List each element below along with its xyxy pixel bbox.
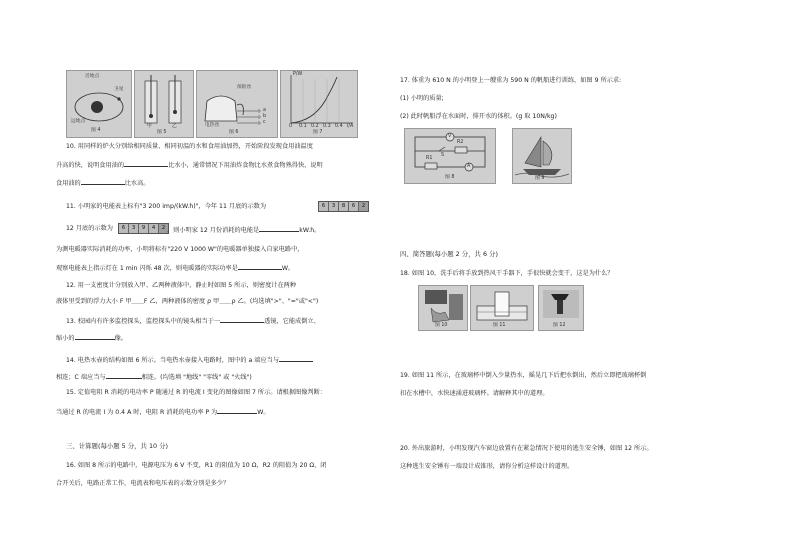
figure-11-glass [470, 285, 534, 331]
q13-line2 [56, 332, 127, 343]
fig8-label-R1: R1 [426, 156, 433, 161]
figure-8-circuit [404, 128, 496, 184]
q14-line2a: 相连；C 端应当与 [56, 374, 106, 381]
q10-line2b: 比水小，通常情况下用油炸食物比水煮食物熟得快，说明 [168, 162, 323, 169]
q10-line3 [56, 177, 150, 188]
fig7-xtick-0: 0 [289, 124, 293, 129]
fig10-caption: 图 10 [435, 323, 448, 328]
q16-line1: 16. 如图 8 所示的电路中，电源电压为 6 V 不变，R1 的阻值为 10 Ω，R2 的阻值为 20 Ω，闭 [66, 462, 327, 469]
q11-line2b: ，则小明家 12 月份消耗的电能是 [167, 227, 260, 234]
q15-line2 [56, 406, 270, 417]
fig7-xtick-2: 0.2 [311, 124, 319, 129]
q13-line1a: 13. 校园内有许多监控探头，监控探头中的镜头相当于一 [66, 318, 221, 325]
q11-line4b: W。 [281, 265, 295, 272]
q12-line1: 12. 用一支密度计分别放入甲、乙两种液体中，静止时如图 5 所示，则密度计在两种 [66, 282, 297, 289]
fig4-label-perigee: 近地点 [85, 74, 100, 79]
fig8-label-S: S [441, 153, 445, 158]
q11-line2c: kW.h。 [299, 227, 321, 234]
q17-sub1: (1) 小明的质量; [400, 95, 444, 102]
figure-4-orbit [66, 70, 132, 138]
fig11-caption: 图 11 [493, 323, 506, 328]
fig6-label-fuse: 保险丝 [237, 85, 252, 90]
meter-reading-november [318, 201, 369, 212]
fig6-pin-c: c [263, 120, 266, 125]
figure-9-sailboat [512, 128, 572, 184]
meter1-digit-3: 6 [349, 202, 359, 211]
meter1-digit-4: 2 [359, 202, 368, 211]
q14-line1 [66, 354, 313, 365]
q13-line2b: 像。 [114, 335, 127, 342]
q10-line3b: 比水高。 [124, 180, 150, 187]
fig7-xtick-1: 0.1 [299, 124, 307, 129]
fig5-label-jia: 甲 [147, 124, 152, 129]
figure-10-hand-dryer [418, 285, 468, 331]
meter1-digit-0: 6 [319, 202, 329, 211]
q15-line2a: 当通过 R 的电流 I 为 0.4 A 时，电阻 R 消耗的电功率 P 为 [56, 409, 218, 416]
figure-6-kettle [196, 70, 278, 138]
meter1-digit-2: 8 [339, 202, 349, 211]
q19-line1: 19. 如图 11 所示，在玻璃杯中倒入少量热水，摇晃几下后把水倒出，然后立即把玻璃杯倒 [400, 372, 647, 379]
fig7-xtick-4: 0.4 [335, 124, 343, 129]
fig6-pin-a: a [263, 108, 266, 113]
q10-line2a: 升高的快，说明食用油的 [56, 162, 125, 169]
meter2-digit-2: 9 [139, 224, 149, 233]
q15-line2b: W。 [257, 409, 270, 416]
fig5-label-yi: 乙 [172, 124, 177, 129]
section-3-heading: 三、计算题(每小题 5 分，共 10 分) [66, 442, 168, 450]
q15-line1: 15. 定值电阻 R 消耗的电功率 P 随通过 R 的电流 I 变化的图像如图 7 所示。请根据图像判断： [66, 389, 326, 396]
q17-sub2: (2) 此时帆船浮在水面时，排开水的体积。(g 取 10N/kg) [400, 113, 557, 120]
q10-blank-1[interactable] [124, 159, 168, 167]
meter2-digit-4: 2 [159, 224, 168, 233]
q20-line1: 20. 外出旅游时，小明发现汽车窗边放置有在紧急情况下使用的逃生安全锤，如图 12 所示。 [400, 445, 653, 452]
q13-blank-2[interactable] [75, 332, 115, 340]
q10-blank-2[interactable] [81, 177, 125, 185]
fig9-caption: 图 9 [535, 176, 545, 181]
meter2-digit-1: 3 [129, 224, 139, 233]
fig7-xunit: I/A [347, 124, 354, 129]
fig4-label-apogee: 远地点 [71, 119, 86, 124]
fig7-ylabel: P/W [293, 72, 303, 77]
fig7-xtick-3: 0.3 [323, 124, 331, 129]
q11-blank-1[interactable] [259, 224, 299, 232]
figure-7-graph [280, 70, 358, 138]
fig12-caption: 图 12 [553, 323, 566, 328]
fig8-label-V: V [448, 134, 452, 139]
q20-line2: 这种逃生安全锤有一端设计成锥形，请你分析这样设计的道理。 [400, 463, 574, 470]
fig8-label-A: A [467, 164, 471, 169]
figure-5-hydrometer [134, 70, 194, 138]
fig8-label-R2: R2 [457, 140, 464, 145]
q11-line1: 11. 小明家的电能表上标有"3 200 imp/(kW.h)"，今年 11 月底的示数为 [66, 203, 267, 210]
meter2-digit-0: 6 [119, 224, 129, 233]
q11-line4a: 观察电能表上指示灯在 1 min 闪烁 48 次，则电暖器的实际功率是 [56, 265, 238, 272]
q13-line2a: 缩小的 [56, 335, 75, 342]
q11-line2a: 12 月底的示数为 [66, 225, 113, 232]
q12-line2: 液体里受到的浮力大小 F 甲＿＿F 乙，两种液体的密度 ρ 甲＿＿ρ 乙。(均选填">"、"="或"<") [56, 298, 319, 305]
fig7-caption: 图 7 [313, 130, 323, 135]
meter1-digit-1: 3 [329, 202, 339, 211]
section-4-heading: 四、简答题(每小题 2 分，共 6 分) [400, 250, 498, 258]
fig5-caption: 图 5 [157, 130, 167, 135]
q15-blank-1[interactable] [217, 406, 257, 414]
q13-line1b: 透镜，它能成倒立、 [264, 318, 320, 325]
q10-line2 [56, 159, 323, 170]
fig4-label-satellite: 卫星 [114, 87, 124, 92]
q10-line1: 10. 用同样的炉火分别给相同质量、相同初温的水和食用油加热，开始阶段发现食用油温度 [66, 143, 313, 150]
fig6-caption: 图 6 [229, 130, 239, 135]
q14-line2b: 相连。(均选填 "地线" "零线" 或 "火线") [141, 374, 252, 381]
q19-line2: 扣在水槽中，水快速涌进玻璃杯。请解释其中的道理。 [400, 390, 549, 397]
fig6-label-heater: 电热丝 [205, 123, 220, 128]
q17-line1: 17. 体重为 610 N 的小明登上一艘重为 590 N 的帆船进行训练，如图 9 所示求: [400, 77, 622, 84]
q11-blank-2[interactable] [238, 262, 282, 270]
q13-blank-1[interactable] [220, 315, 264, 323]
q10-line3a: 食用油的 [56, 180, 81, 187]
q11-line3: 为测电暖器实际消耗的功率，小明将标有"220 V 1000 W"的电暖器单独接入自家电路中， [56, 246, 304, 253]
q18-text: 18. 如图 10，洗手后将手放到热风干手器下，手很快就会变干，这是为什么？ [400, 270, 614, 277]
q14-blank-2[interactable] [106, 371, 142, 379]
q11-line4 [56, 262, 294, 273]
q16-line2: 合开关后，电路正常工作，电流表和电压表的示数分别是多少？ [56, 480, 230, 487]
fig8-caption: 图 8 [445, 175, 455, 180]
fig6-pin-b: b [263, 114, 267, 119]
q11-line2-rest [167, 224, 320, 235]
q14-line1a: 14. 电热水壶的结构如图 6 所示。当电热水壶接入电路时，图中的 a 端应当与 [66, 357, 280, 364]
figure-12-safety-hammer [538, 285, 584, 331]
meter2-digit-3: 4 [149, 224, 159, 233]
q13-line1 [66, 315, 320, 326]
meter-reading-december [118, 223, 169, 234]
fig4-caption: 图 4 [91, 128, 101, 133]
q14-line2 [56, 371, 252, 382]
q14-blank-1[interactable] [279, 354, 313, 362]
